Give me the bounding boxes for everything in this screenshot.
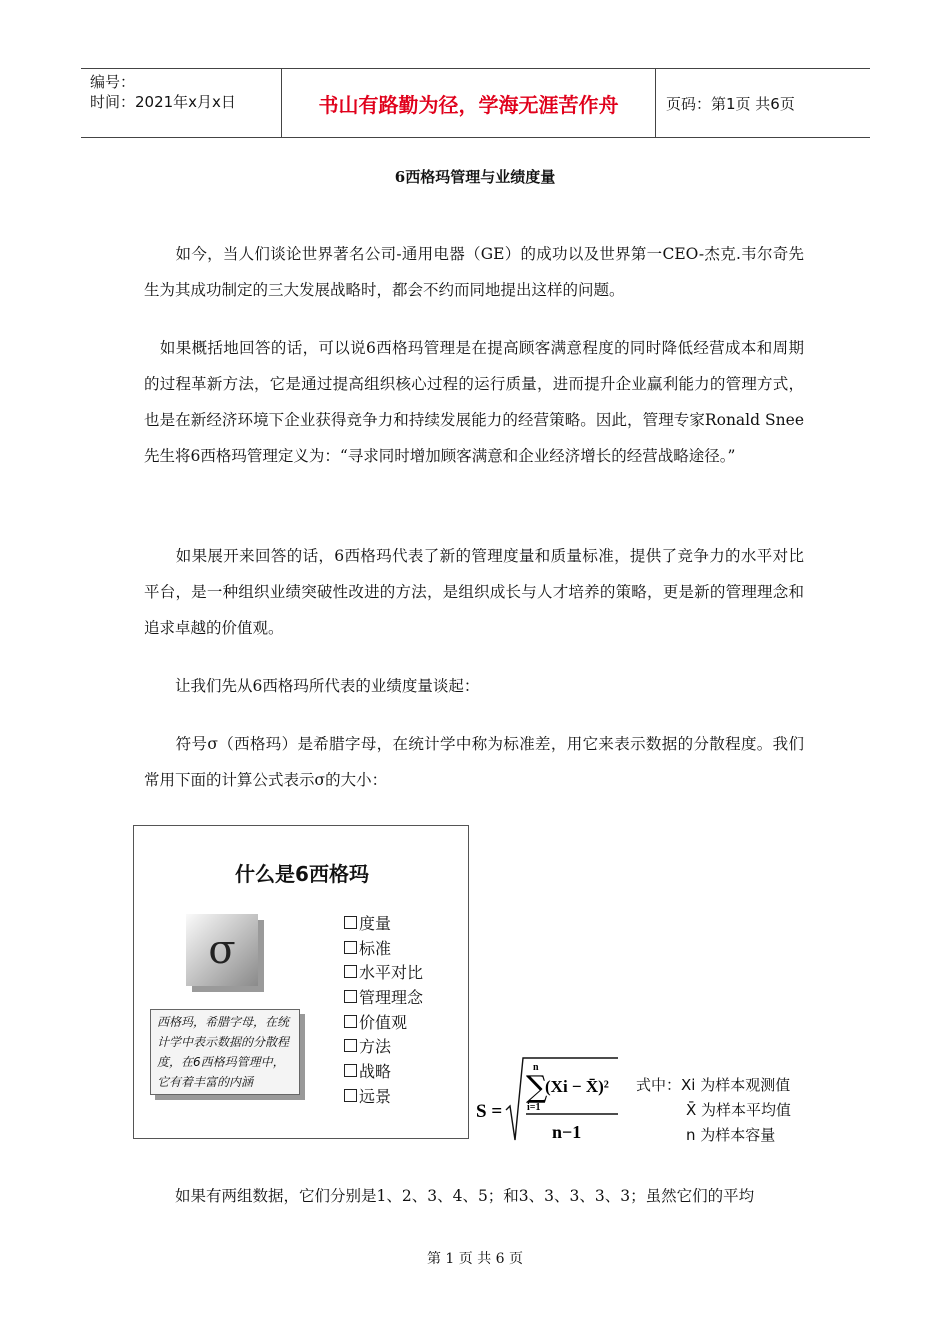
checklist-item (344, 959, 423, 984)
checklist-item (344, 1058, 423, 1083)
checkbox-icon (344, 1039, 357, 1052)
document-header (81, 68, 870, 138)
legend-line: X̄ 为样本平均值 (686, 1101, 792, 1119)
checklist-item (344, 984, 423, 1009)
legend-line: n 为样本容量 (686, 1126, 776, 1144)
formula-denominator: n−1 (552, 1122, 582, 1142)
formula-legend (636, 1073, 791, 1148)
checklist-item (344, 1009, 423, 1034)
checkbox-icon (344, 916, 357, 929)
six-sigma-figure (133, 825, 469, 1139)
header-motto: 书山有路勤为径，学海无涯苦作舟 (318, 92, 619, 117)
checkbox-icon (344, 941, 357, 954)
paragraph: 如果展开来回答的话，6西格玛代表了新的管理度量和质量标准，提供了竞争力的水平对比平台，是一种组织业绩突破性改进的方法，是组织成长与人才培养的策略，更是新的管理理念和追求卓越的价值观。 (144, 547, 804, 637)
time-label: 时间：2021年x月x日 (90, 93, 236, 111)
checklist (344, 910, 423, 1108)
header-page-info: 页码：第1页 共6页 (666, 94, 795, 113)
checklist-item (344, 935, 423, 960)
figure-note: 西格玛，希腊字母，在统计学中表示数据的分散程度，在6西格玛管理中，它有着丰富的内涵 (150, 1009, 300, 1095)
formula-numerator: (Xi − X̄)² (545, 1077, 609, 1096)
page-footer: 第 1 页 共 6 页 (426, 1251, 524, 1267)
checkbox-icon (344, 1064, 357, 1077)
paragraph: 让我们先从6西格玛所代表的业绩度量谈起： (144, 677, 480, 695)
header-meta (81, 69, 281, 137)
paragraph: 符号σ（西格玛）是希腊字母，在统计学中称为标准差，用它来表示数据的分散程度。我们常用下面的计算公式表示σ的大小： (144, 735, 804, 789)
checklist-label: 标准 (359, 938, 392, 958)
sum-lower-limit: i=1 (527, 1102, 541, 1113)
checkbox-icon (344, 965, 357, 978)
sum-sign: ∑ (526, 1070, 548, 1105)
legend-line: 式中：Xi 为样本观测值 (636, 1076, 791, 1094)
checklist-label: 管理理念 (359, 987, 424, 1007)
checkbox-icon (344, 1089, 357, 1102)
checklist-label: 价值观 (359, 1012, 408, 1032)
checklist-label: 战略 (359, 1061, 392, 1081)
formula-lhs: S = (476, 1101, 503, 1122)
checklist-item (344, 1083, 423, 1108)
sum-upper-limit: n (533, 1062, 539, 1073)
checklist-label: 水平对比 (359, 963, 424, 983)
checklist-item (344, 1033, 423, 1058)
sigma-symbol-tile (186, 914, 258, 986)
checklist-item (344, 910, 423, 935)
figure-title: 什么是6西格玛 (235, 862, 369, 886)
checklist-label: 度量 (359, 913, 392, 933)
paragraph: 如果有两组数据，它们分别是1、2、3、4、5；和3、3、3、3、3；虽然它们的平均 (144, 1187, 755, 1205)
document-title: 6西格玛管理与业绩度量 (394, 168, 556, 186)
paragraph: 如今，当人们谈论世界著名公司-通用电器（GE）的成功以及世界第一CEO-杰克.韦尔奇先生为其成功制定的三大发展战略时，都会不约而同地提出这样的问题。 (144, 245, 804, 299)
checkbox-icon (344, 1015, 357, 1028)
paragraph: 如果概括地回答的话，可以说6西格玛管理是在提高顾客满意程度的同时降低经营成本和周期的过程革新方法，它是通过提高组织核心过程的运行质量，进而提升企业赢利能力的管理方式，也是在新经济环境下企业获得竞争力和持续发展能力的经营策略。因此，管理专家Ronald Snee先生将6西格玛管理定义为：“寻求同时增加顾客满意和企业经济增长的经营战略途径。” (144, 339, 804, 465)
checklist-label: 远景 (359, 1086, 392, 1106)
checkbox-icon (344, 990, 357, 1003)
sigma-symbol: σ (208, 927, 236, 973)
std-dev-formula (476, 1050, 626, 1150)
number-label: 编号： (90, 73, 136, 91)
checklist-label: 方法 (359, 1037, 392, 1057)
